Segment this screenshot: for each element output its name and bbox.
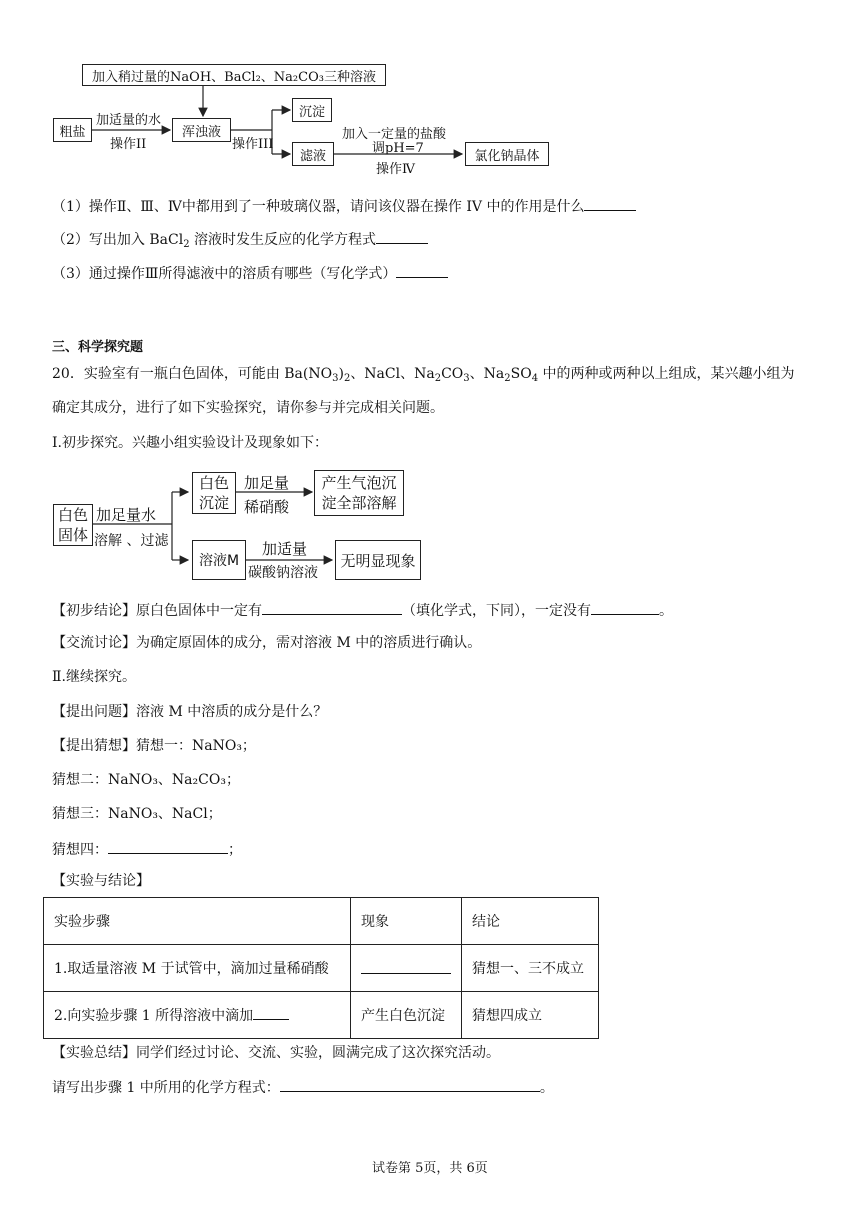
guess4: 猜想四： ；: [52, 839, 242, 860]
q19-item1: （1）操作Ⅱ、Ⅲ、Ⅳ中都用到了一种玻璃仪器，请问该仪器在操作 IV 中的作用是什么: [52, 196, 636, 217]
filtrate-box: 滤液: [292, 142, 334, 166]
table-cell: 1.取适量溶液 M 于试管中，滴加过量稀硝酸: [44, 945, 351, 992]
discussion: 【交流讨论】为确定原固体的成分，需对溶液 M 中的溶质进行确认。: [52, 635, 482, 651]
water-label: 加适量的水: [96, 113, 162, 128]
guess2: 猜想二：NaNO₃、Na₂CO₃；: [52, 772, 240, 788]
table-cell: 猜想四成立: [462, 992, 599, 1039]
experiment-table: [43, 897, 599, 1039]
guess3: 猜想三：NaNO₃、NaCl；: [52, 806, 222, 822]
ph-label: 调pH=7: [372, 141, 424, 156]
water-label2: 加足量水: [96, 506, 157, 524]
part2-title: Ⅱ.继续探究。: [52, 669, 136, 685]
equation-prompt: 请写出步骤 1 中所用的化学方程式： 。: [52, 1077, 554, 1098]
acid-label: 加入一定量的盐酸: [342, 127, 447, 142]
preliminary-conclusion: 【初步结论】原白色固体中一定有 （填化学式，下同），一定没有 。: [52, 600, 673, 621]
table-cell: 2.向实验步骤 1 所得溶液中滴加: [44, 992, 351, 1039]
table-header: 现象: [351, 898, 462, 945]
guess1: 【提出猜想】猜想一：NaNO₃；: [52, 738, 256, 754]
q19-item3: （3）通过操作Ⅲ所得滤液中的溶质有哪些（写化学式）: [52, 263, 448, 284]
table-row: [44, 992, 599, 1039]
table-header: 实验步骤: [44, 898, 351, 945]
q19-item2: （2）写出加入 BaCl$_2$ 溶液时发生反应的化学方程式: [52, 229, 428, 250]
crystal-box: 氯化钠晶体: [465, 142, 549, 166]
q20-intro: 20．实验室有一瓶白色固体，可能由 $Ba(NO_3)_2$、NaCl、$Na_2CO_3$、$Na_2SO_4$ 中的两种或两种以上组成，某兴趣小组为: [52, 366, 795, 384]
op2-label: 操作II: [110, 137, 147, 152]
section-title: 三、科学探究题: [52, 340, 144, 355]
part1-title: Ⅰ.初步探究。兴趣小组实验设计及现象如下：: [52, 435, 328, 451]
question: 【提出问题】溶液 M 中溶质的成分是什么？: [52, 704, 328, 720]
table-cell: 猜想一、三不成立: [462, 945, 599, 992]
op3-label: 操作III: [232, 137, 274, 152]
op4-label: 操作Ⅳ: [376, 162, 415, 177]
carb-bottom-label: 碳酸钠溶液: [248, 565, 318, 581]
carb-top-label: 加适量: [262, 540, 308, 558]
table-header: 结论: [462, 898, 599, 945]
solution-m-box: 溶液M: [192, 540, 246, 580]
acid-bottom-label: 稀硝酸: [244, 498, 290, 516]
white-solid-box: 白色固体: [53, 504, 93, 546]
experiment-title: 【实验与结论】: [52, 873, 150, 889]
precipitate-box: 沉淀: [292, 98, 332, 122]
table-cell: 产生白色沉淀: [351, 992, 462, 1039]
dissolve-label: 溶解 、过滤: [94, 533, 169, 549]
reagent-box: 加入稍过量的NaOH、BaCl₂、Na₂CO₃三种溶液: [82, 64, 386, 86]
table-header-row: [44, 898, 599, 945]
table-row: [44, 945, 599, 992]
result2-box: 无明显现象: [335, 540, 421, 580]
turbid-box: 浑浊液: [172, 118, 231, 142]
table-cell-blank: [351, 945, 462, 992]
q20-intro-line2: 确定其成分，进行了如下实验探究，请你参与并完成相关问题。: [52, 400, 444, 416]
crude-salt-box: 粗盐: [53, 118, 92, 142]
white-ppt-box: 白色沉淀: [192, 472, 236, 514]
result1-box: 产生气泡沉淀全部溶解: [314, 470, 404, 516]
acid-top-label: 加足量: [244, 474, 290, 492]
summary: 【实验总结】同学们经过讨论、交流、实验，圆满完成了这次探究活动。: [52, 1045, 500, 1061]
page-footer: 试卷第 5页，共 6页: [372, 1161, 488, 1176]
